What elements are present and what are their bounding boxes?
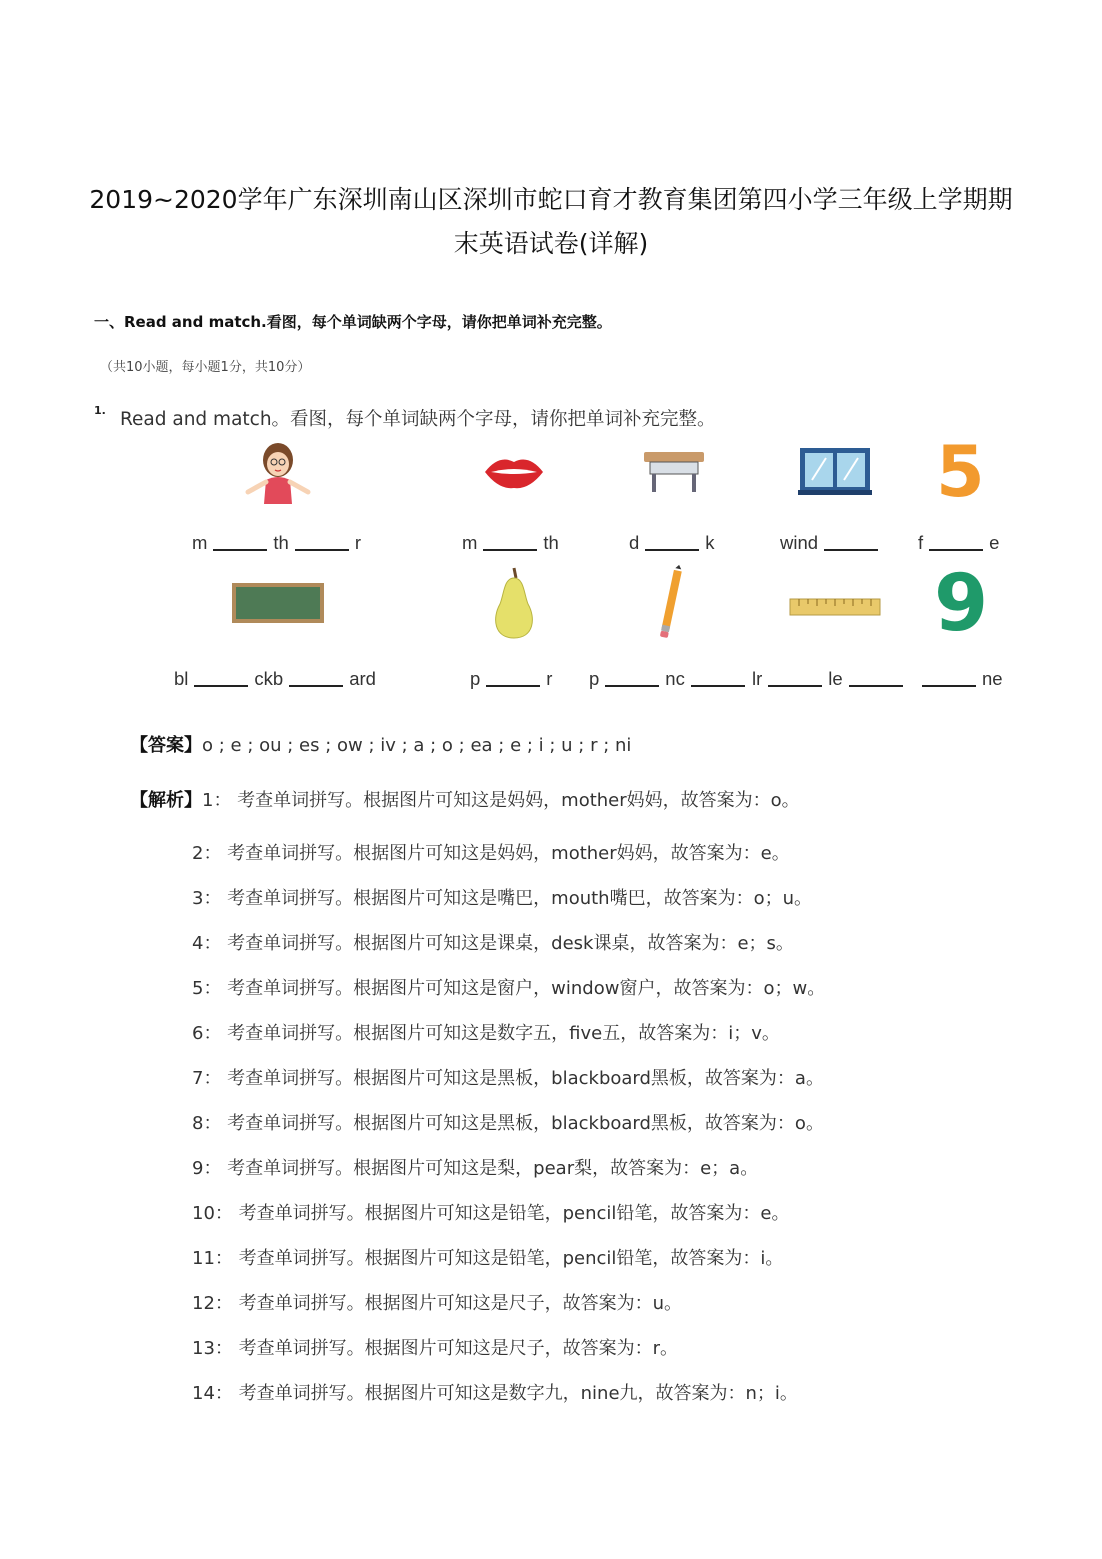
word-pear: p r [470, 668, 553, 689]
mouth-picture [483, 452, 545, 492]
desk-picture [642, 448, 706, 494]
question-text: Read and match。看图，每个单词缺两个字母，请你把单词补充完整。 [120, 409, 716, 430]
blank[interactable] [194, 669, 248, 687]
word-five: f e [918, 532, 1000, 553]
page-title [60, 178, 1042, 266]
blank[interactable] [849, 669, 903, 687]
explanation-item: 3： 考查单词拼写。根据图片可知这是嘴巴，mouth嘴巴，故答案为：o；u。 [192, 888, 813, 909]
blank[interactable] [824, 533, 878, 551]
question-number: 1. [94, 404, 106, 417]
section-score-note: （共10小题，每小题1分，共10分） [100, 360, 311, 375]
five-digit-picture: 5 [936, 431, 985, 513]
explanation-item: 10： 考查单词拼写。根据图片可知这是铅笔，pencil铅笔，故答案为：e。 [192, 1203, 790, 1224]
answer-line [130, 731, 631, 757]
explanation-item: 9： 考查单词拼写。根据图片可知这是梨，pear梨，故答案为：e；a。 [192, 1158, 759, 1179]
explanation-item: 4： 考查单词拼写。根据图片可知这是课桌，desk课桌，故答案为：e；s。 [192, 933, 794, 954]
word-mouth: m th [462, 532, 559, 553]
explanation-item: 6： 考查单词拼写。根据图片可知这是数字五，five五，故答案为：i；v。 [192, 1023, 780, 1044]
nine-digit-picture: 9 [934, 559, 989, 649]
blank[interactable] [605, 669, 659, 687]
explanation-heading [130, 786, 800, 812]
title-line-1: 2019~2020学年广东深圳南山区深圳市蛇口育才教育集团第四小学三年级上学期期 [89, 185, 1013, 214]
title-line-2: 末英语试卷(详解) [453, 229, 649, 258]
word-ruler: lr le [752, 668, 909, 690]
word-mother: m th r [192, 532, 362, 553]
word-window: wind [780, 532, 884, 554]
blank[interactable] [295, 533, 349, 551]
explanation-item: 1： 考查单词拼写。根据图片可知这是妈妈，mother妈妈，故答案为：o。 [202, 790, 800, 811]
explanation-item: 11： 考查单词拼写。根据图片可知这是铅笔，pencil铅笔，故答案为：i。 [192, 1248, 784, 1269]
explanation-label: 【解析】 [130, 790, 202, 811]
word-pencil: p nc [589, 668, 751, 690]
explanation-item: 2： 考查单词拼写。根据图片可知这是妈妈，mother妈妈，故答案为：e。 [192, 843, 790, 864]
answer-label: 【答案】 [130, 735, 202, 756]
word-nine: ne [916, 668, 1003, 690]
pear-picture [484, 564, 544, 642]
explanation-item: 8： 考查单词拼写。根据图片可知这是黑板，blackboard黑板，故答案为：o。 [192, 1113, 824, 1134]
blank[interactable] [922, 669, 976, 687]
blank[interactable] [691, 669, 745, 687]
explanation-item: 14： 考查单词拼写。根据图片可知这是数字九，nine九，故答案为：n；i。 [192, 1383, 798, 1404]
blank[interactable] [289, 669, 343, 687]
explanation-item: 12： 考查单词拼写。根据图片可知这是尺子，故答案为：u。 [192, 1293, 683, 1314]
blank[interactable] [929, 533, 983, 551]
blank[interactable] [486, 669, 540, 687]
answer-text: o ; e ; ou ; es ; ow ; iv ; a ; o ; ea ; e ; i ; u ; r ; ni [202, 735, 632, 756]
blank[interactable] [768, 669, 822, 687]
explanation-item: 7： 考查单词拼写。根据图片可知这是黑板，blackboard黑板，故答案为：a。 [192, 1068, 824, 1089]
window-picture [798, 446, 872, 496]
blank[interactable] [483, 533, 537, 551]
ruler-picture [789, 597, 881, 619]
explanation-list [192, 831, 825, 1416]
word-desk: d k [629, 532, 715, 553]
word-blackboard: bl ckb ard [174, 668, 376, 689]
explanation-item: 13： 考查单词拼写。根据图片可知这是尺子，故答案为：r。 [192, 1338, 679, 1359]
pencil-picture [658, 564, 684, 642]
explanation-item: 5： 考查单词拼写。根据图片可知这是窗户，window窗户，故答案为：o；w。 [192, 978, 826, 999]
section-heading: 一、Read and match.看图，每个单词缺两个字母，请你把单词补充完整。 [94, 313, 612, 331]
mother-picture [238, 440, 318, 508]
blackboard-picture [231, 582, 325, 624]
blank[interactable] [213, 533, 267, 551]
blank[interactable] [645, 533, 699, 551]
